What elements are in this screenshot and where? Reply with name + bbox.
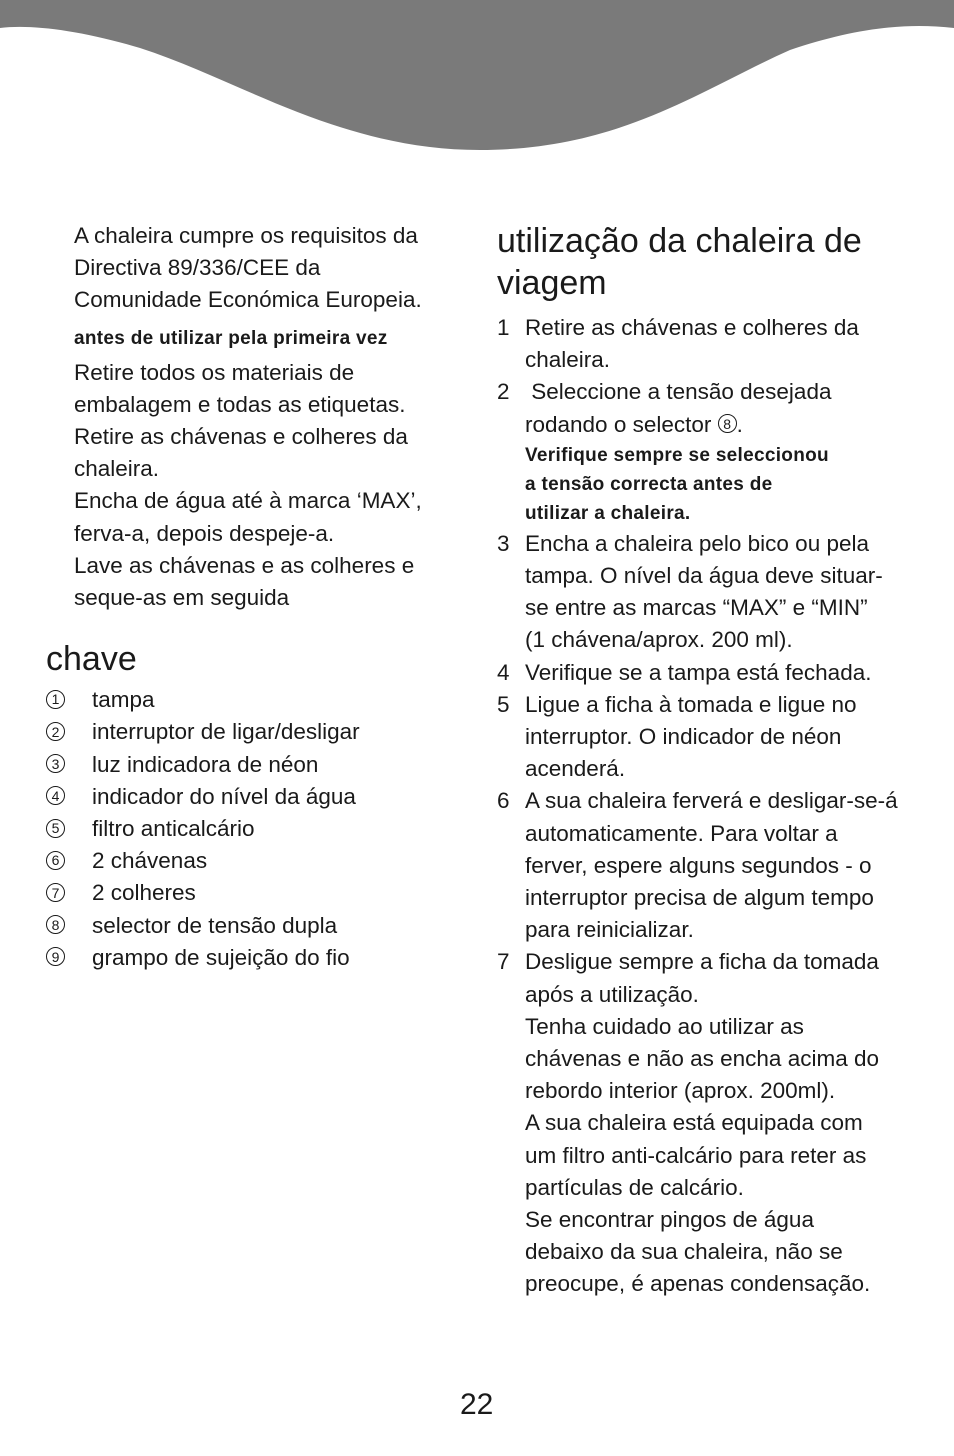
step-line: A sua chaleira está equipada com (525, 1110, 863, 1136)
before-first-use-heading: antes de utilizar pela primeira vez (74, 327, 388, 349)
step-line (525, 409, 927, 441)
step-line: Encha a chaleira pelo bico ou pela (525, 530, 869, 556)
key-label: indicador do nível da água (92, 783, 356, 809)
key-item (46, 813, 454, 845)
title-line: utilização da chaleira de (497, 222, 862, 260)
intro-line: Directiva 89/336/CEE da (74, 255, 321, 281)
warning-line: a tensão correcta antes de (525, 473, 773, 495)
step-7 (497, 946, 927, 1300)
warning-line: Verifique sempre se seleccionou (525, 444, 829, 466)
circled-number: 5 (46, 819, 65, 838)
text-line: embalagem e todas as etiquetas. (74, 391, 406, 417)
intro-paragraph (74, 220, 454, 317)
key-label: filtro anticalcário (92, 816, 255, 842)
text-line: ferva-a, depois despeje-a. (74, 520, 335, 546)
text-line: Retire todos os materiais de (74, 359, 355, 385)
text-line: Retire as chávenas e colheres da (74, 424, 408, 450)
step-line: se entre as marcas “MAX” e “MIN” (525, 595, 868, 621)
page-number: 22 (460, 1388, 494, 1421)
left-column (46, 220, 454, 974)
header-wave-decoration (0, 0, 954, 160)
step-line: Verifique se a tampa está fechada. (525, 659, 872, 685)
circled-number: 3 (46, 754, 65, 773)
step-4 (497, 657, 927, 689)
circled-number: 2 (46, 722, 65, 741)
text-line: Lave as chávenas e as colheres e (74, 552, 415, 578)
step-line: ferver, espere alguns segundos - o (525, 852, 872, 878)
intro-line: A chaleira cumpre os requisitos da (74, 223, 418, 248)
step-line: Retire as chávenas e colheres da (525, 315, 859, 340)
step-line: preocupe, é apenas condensação. (525, 1271, 871, 1297)
step-line: um filtro anti-calcário para reter as (525, 1142, 867, 1168)
usage-section-title (497, 220, 927, 304)
step-text: . (736, 411, 743, 437)
key-label: selector de tensão dupla (92, 912, 338, 938)
step-line: debaixo da sua chaleira, não se (525, 1239, 843, 1265)
circled-number: 6 (46, 851, 65, 870)
step-5 (497, 689, 927, 786)
key-section-title: chave (46, 640, 137, 679)
text-line: Encha de água até à marca ‘MAX’, (74, 488, 422, 514)
warning-line: utilizar a chaleira. (525, 502, 691, 524)
circled-number: 8 (718, 414, 737, 433)
key-item (46, 877, 454, 909)
step-number: 2 (497, 379, 510, 405)
step-line: interruptor. O indicador de néon (525, 724, 842, 750)
circled-number: 8 (46, 915, 65, 934)
circled-number: 4 (46, 786, 65, 805)
key-label: grampo de sujeição do fio (92, 944, 350, 970)
step-number: 3 (497, 530, 510, 556)
title-line: viagem (497, 264, 607, 302)
step-line: Tenha cuidado ao utilizar as (525, 1013, 804, 1039)
key-label: tampa (92, 687, 155, 713)
key-label: interruptor de ligar/desligar (92, 719, 360, 745)
step-line: tampa. O nível da água deve situar- (525, 563, 883, 589)
step-1 (497, 312, 927, 376)
key-item (46, 749, 454, 781)
step-number: 7 (497, 949, 510, 975)
text-line: seque-as em seguida (74, 585, 290, 611)
step-text: rodando o selector (525, 411, 712, 437)
key-item (46, 910, 454, 942)
step-3 (497, 528, 927, 657)
key-label: 2 colheres (92, 880, 196, 906)
step-number: 5 (497, 691, 510, 717)
step-number: 4 (497, 659, 510, 685)
step-line: Desligue sempre a ficha da tomada (525, 949, 879, 975)
before-first-use-text (74, 357, 454, 615)
step-line: partículas de calcário. (525, 1174, 744, 1200)
step-6 (497, 785, 927, 946)
step-number: 6 (497, 788, 510, 814)
step-line: Ligue a ficha à tomada e ligue no (525, 691, 857, 717)
key-label: 2 chávenas (92, 848, 208, 874)
circled-number: 7 (46, 883, 65, 902)
step-line: A sua chaleira ferverá e desligar-se-á (525, 788, 898, 814)
circled-number: 9 (46, 947, 65, 966)
right-column (497, 220, 927, 1301)
intro-line: Comunidade Económica Europeia. (74, 287, 422, 313)
circled-number: 1 (46, 690, 65, 709)
step-line: Se encontrar pingos de água (525, 1207, 814, 1233)
key-item (46, 845, 454, 877)
step-line: rebordo interior (aprox. 200ml). (525, 1078, 836, 1104)
key-label: luz indicadora de néon (92, 751, 319, 777)
step-line: interruptor precisa de algum tempo (525, 885, 874, 911)
step-line: (1 chávena/aprox. 200 ml). (525, 627, 793, 653)
step-line: chaleira. (525, 347, 611, 373)
step-line: após a utilização. (525, 981, 699, 1007)
key-item (46, 781, 454, 813)
key-item (46, 942, 454, 974)
key-item (46, 716, 454, 748)
step-2 (497, 376, 927, 527)
step-line: automaticamente. Para voltar a (525, 820, 838, 846)
text-line: chaleira. (74, 456, 160, 482)
step-line: chávenas e não as encha acima do (525, 1046, 879, 1072)
step-number: 1 (497, 315, 510, 340)
key-item (46, 684, 454, 716)
key-list (46, 684, 454, 974)
step-line: acenderá. (525, 756, 626, 782)
voltage-warning (525, 441, 927, 528)
step-line: Seleccione a tensão desejada (525, 379, 832, 405)
step-line: para reinicializar. (525, 917, 694, 943)
